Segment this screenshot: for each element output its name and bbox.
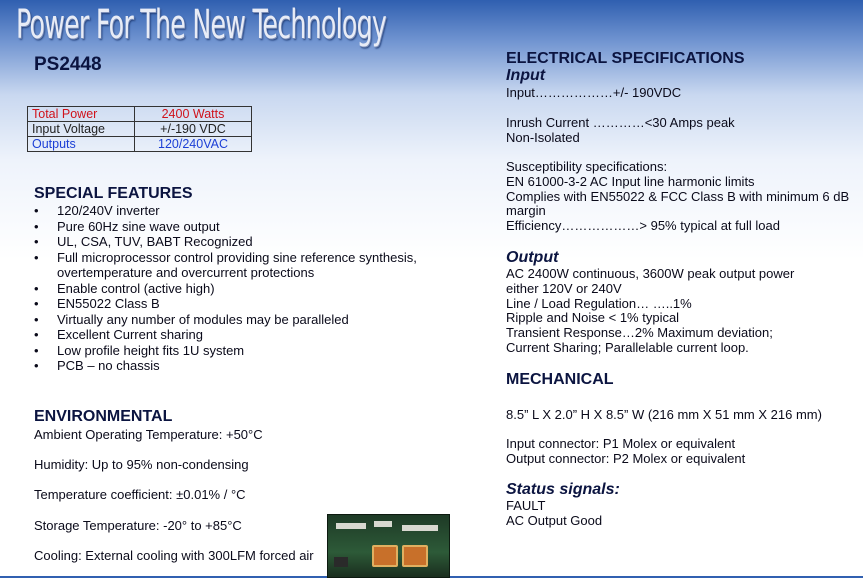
output-line: Transient Response…2% Maximum deviation; [506, 325, 773, 341]
input-subheading: Input [506, 67, 546, 84]
output-spec [506, 267, 794, 356]
input-voltage-label: Input Voltage [28, 122, 135, 137]
total-power-label: Total Power [28, 107, 135, 122]
total-power-value: 2400 Watts [135, 107, 252, 122]
temperature-coefficient: Temperature coefficient: ±0.01% / °C [34, 487, 246, 502]
status-signals-list [506, 499, 602, 529]
status-signals-heading: Status signals: [506, 481, 620, 498]
susceptibility-spec [506, 160, 849, 234]
list-item: • Virtually any number of modules may be paralleled [34, 311, 349, 327]
isolation-line: Non-Isolated [506, 129, 580, 145]
status-signal: FAULT [506, 498, 546, 513]
input-line: Input………………+/- 190VDC [506, 85, 682, 100]
input-spec [506, 86, 681, 101]
special-features-heading: SPECIAL FEATURES [34, 185, 193, 202]
susceptibility-line: EN 61000-3-2 AC Input line harmonic limits [506, 173, 755, 189]
table-row [28, 122, 252, 137]
cooling: Cooling: External cooling with 300LFM forced air [34, 548, 314, 563]
output-line: AC 2400W continuous, 3600W peak output power [506, 266, 795, 281]
connectors [506, 437, 745, 467]
status-signal: AC Output Good [506, 512, 603, 528]
table-row [28, 137, 252, 152]
model-number: PS2448 [34, 54, 102, 75]
input-voltage-value: +/-190 VDC [135, 122, 252, 137]
input-connector: Input connector: P1 Molex or equivalent [506, 436, 736, 451]
list-item: • Excellent Current sharing [34, 327, 203, 342]
humidity: Humidity: Up to 95% non-condensing [34, 457, 249, 472]
output-line: Line / Load Regulation… …..1% [506, 295, 692, 311]
mechanical-heading: MECHANICAL [506, 371, 614, 388]
list-item: • UL, CSA, TUV, BABT Recognized [34, 234, 253, 249]
susceptibility-line: Complies with EN55022 & FCC Class B with minimum 6 dB [506, 188, 850, 204]
table-row [28, 107, 252, 122]
electrical-specs-heading: ELECTRICAL SPECIFICATIONS [506, 50, 745, 67]
list-item: • 120/240V inverter [34, 203, 160, 218]
pcb-board-image [327, 514, 450, 578]
banner-title: Power For The New Technology [16, 2, 387, 48]
list-item: • Full microprocessor control providing sine reference synthesis, overtemperature and overcurrent protections [34, 249, 417, 280]
efficiency-line: Efficiency………………> 95% typical at full load [506, 218, 780, 234]
output-line: either 120V or 240V [506, 280, 622, 296]
list-item: • Pure 60Hz sine wave output [34, 218, 220, 234]
inrush-spec [506, 116, 735, 146]
list-item: • Low profile height fits 1U system [34, 342, 245, 358]
output-subheading: Output [506, 249, 559, 266]
susceptibility-line: Susceptibility specifications: [506, 159, 668, 174]
list-item: • Enable control (active high) [34, 280, 215, 296]
outputs-value: 120/240VAC [135, 137, 252, 152]
output-line: Current Sharing; Parallelable current loop. [506, 339, 749, 355]
dimensions: 8.5” L X 2.0” H X 8.5” W (216 mm X 51 mm X 216 mm) [506, 407, 822, 422]
environmental-heading: ENVIRONMENTAL [34, 408, 173, 425]
outputs-label: Outputs [28, 137, 135, 152]
inrush-line: Inrush Current …………<30 Amps peak [506, 115, 735, 130]
list-item: • PCB – no chassis [34, 358, 160, 373]
ambient-temperature: Ambient Operating Temperature: +50°C [34, 427, 263, 442]
output-line: Ripple and Noise < 1% typical [506, 310, 680, 326]
output-connector: Output connector: P2 Molex or equivalent [506, 450, 746, 466]
spec-summary-table [27, 106, 252, 152]
susceptibility-line: margin [506, 203, 546, 219]
special-features-list [34, 203, 454, 374]
storage-temperature: Storage Temperature: -20° to +85°C [34, 518, 242, 533]
list-item: • EN55022 Class B [34, 296, 160, 311]
